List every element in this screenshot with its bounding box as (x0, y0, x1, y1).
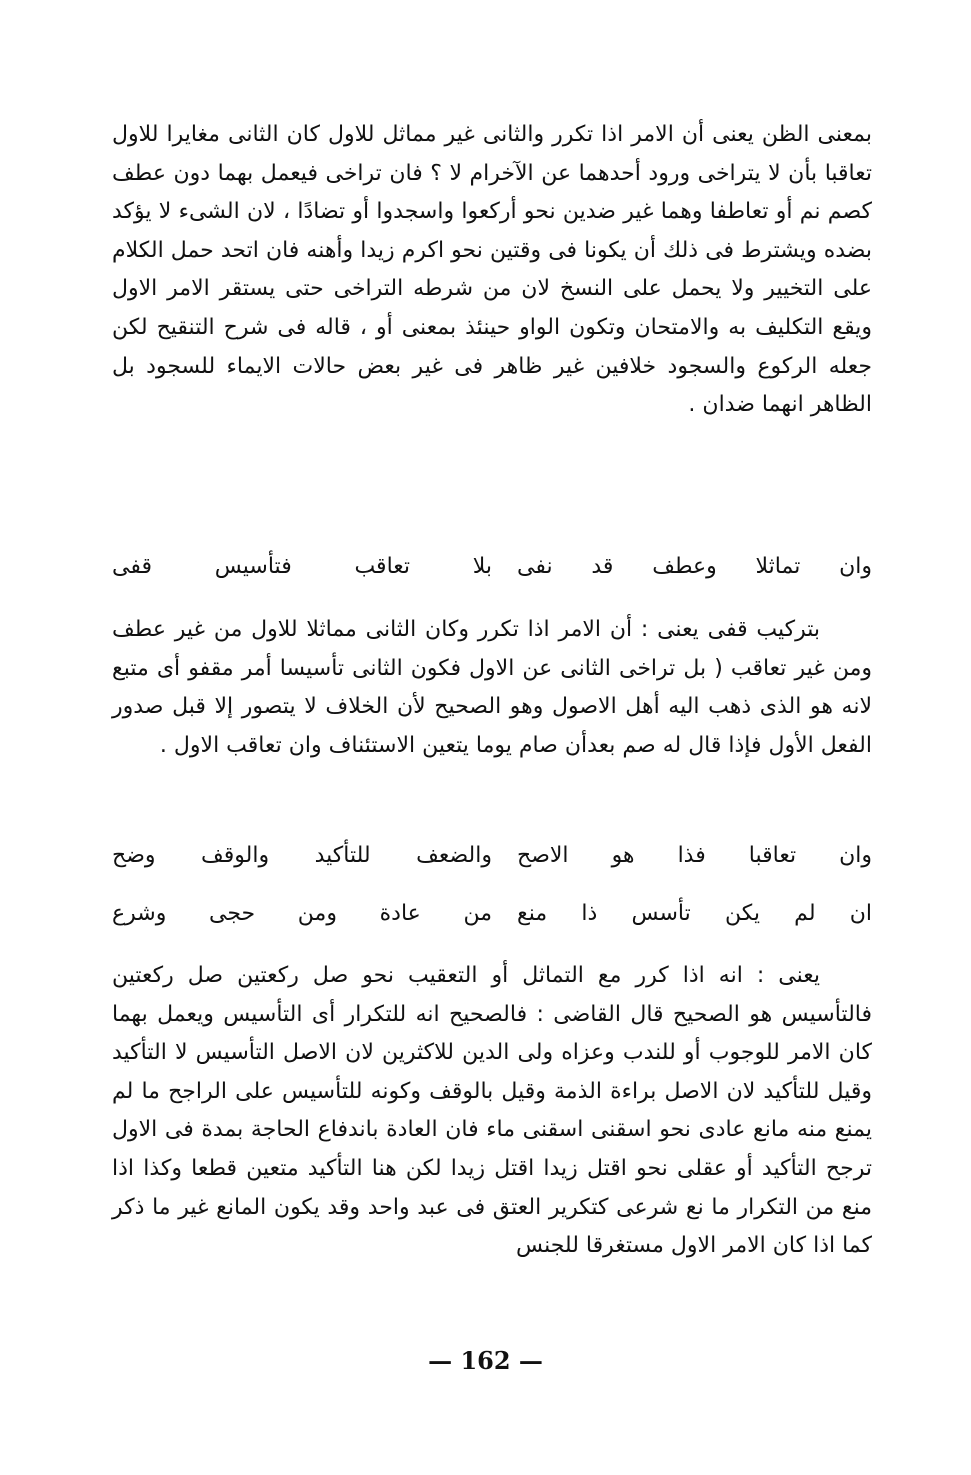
verse-first-hemistich: وان تماثلا وعطف قد نفى (517, 554, 872, 579)
verse-line-2 (112, 836, 872, 876)
paragraph-text: بمعنى الظن يعنى أن الامر اذا تكرر والثانى غير مماثل للاول كان الثانى مغايرا للاول تعاقبا بأن لا يتراخى ورود أحدهما عن الآخرام لا ؟ فان تراخى فيعمل بهما دون عطف كصم نم أو تعاطفا وهما غير ضدين نحو أركعوا واسجدوا أو تضادًا ، لان الشىء لا يؤكد بضده ويشترط فى ذلك أن يكونا فى وقتين نحو اكرم زيدا وأهنه فان اتحد حمل الكلام على التخيير ولا يحمل على النسخ لان من شرطه التراخى حتى يستقر الامر الاول ويقع التكليف به والامتحان وتكون الواو حينئذ بمعنى أو ، قاله فى شرح التنقيح لكن جعله الركوع والسجود خلافين غير ظاهر فى غير بعض حالات الايماء للسجود بل الظاهر انهما ضدان . (112, 122, 872, 418)
commentary-paragraph-2 (112, 611, 872, 765)
verse-second-hemistich: بلا تعاقب فتأسيس قفى (112, 554, 492, 579)
verse-line-3 (112, 894, 872, 934)
commentary-paragraph-3 (112, 957, 872, 1266)
paragraph-text: بتركيب قفى يعنى : أن الامر اذا تكرر وكان الثانى مماثلا للاول من غير عطف ومن غير تعاقب ( بل تراخى الثانى عن الاول فكون الثانى تأسيسا أمر مقفو أى متبع لانه هو الذى ذهب اليه أهل الاصول وهو الصحيح لأن الخلاف لا يتصور إلا قبل صدور الفعل الأول فإذا قال له صم بعدأن صام يوما يتعين الاستئناف وان تعاقب الاول . (112, 617, 872, 758)
page-number: — 162 — (428, 1346, 543, 1375)
verse-second-hemistich: من عادة ومن حجى وشرع (112, 901, 492, 926)
verse-line-1 (112, 547, 872, 587)
commentary-paragraph-1 (112, 116, 872, 425)
paragraph-text: يعنى : انه اذا كرر مع التماثل أو التعقيب نحو صل ركعتين صل ركعتين فالتأسيس هو الصحيح قال القاضى : فالصحيح انه للتكرار أى التأسيس ويعمل بهما كان الامر للوجوب أو للندب وعزاه ولى الدين للاكثرين لان الاصل التأسيس لا التأكيد وقيل للتأكيد لان الاصل براءة الذمة وقيل بالوقف وكونه للتأسيس على الراجح ما لم يمنع منه مانع عادى نحو اسقنى اسقنى ماء فان العادة باندفاع الحاجة بمدة فى الاول ترجح التأكيد أو عقلى نحو اقتل زيدا اقتل زيدا لكن هنا التأكيد متعين قطعا وكذا اذا منع من التكرار ما نع شرعى كتكرير العتق فى عبد واحد وقد يكون المانع غير ما ذكر كما اذا كان الامر الاول مستغرقا للجنس (112, 963, 872, 1259)
verse-first-hemistich: وان تعاقبا فذا هو الاصح (517, 843, 872, 868)
verse-first-hemistich: ان لم يكن تأسس ذا منع (517, 901, 872, 926)
verse-second-hemistich: والضعف للتأكيد والوقف وضح (112, 843, 492, 868)
